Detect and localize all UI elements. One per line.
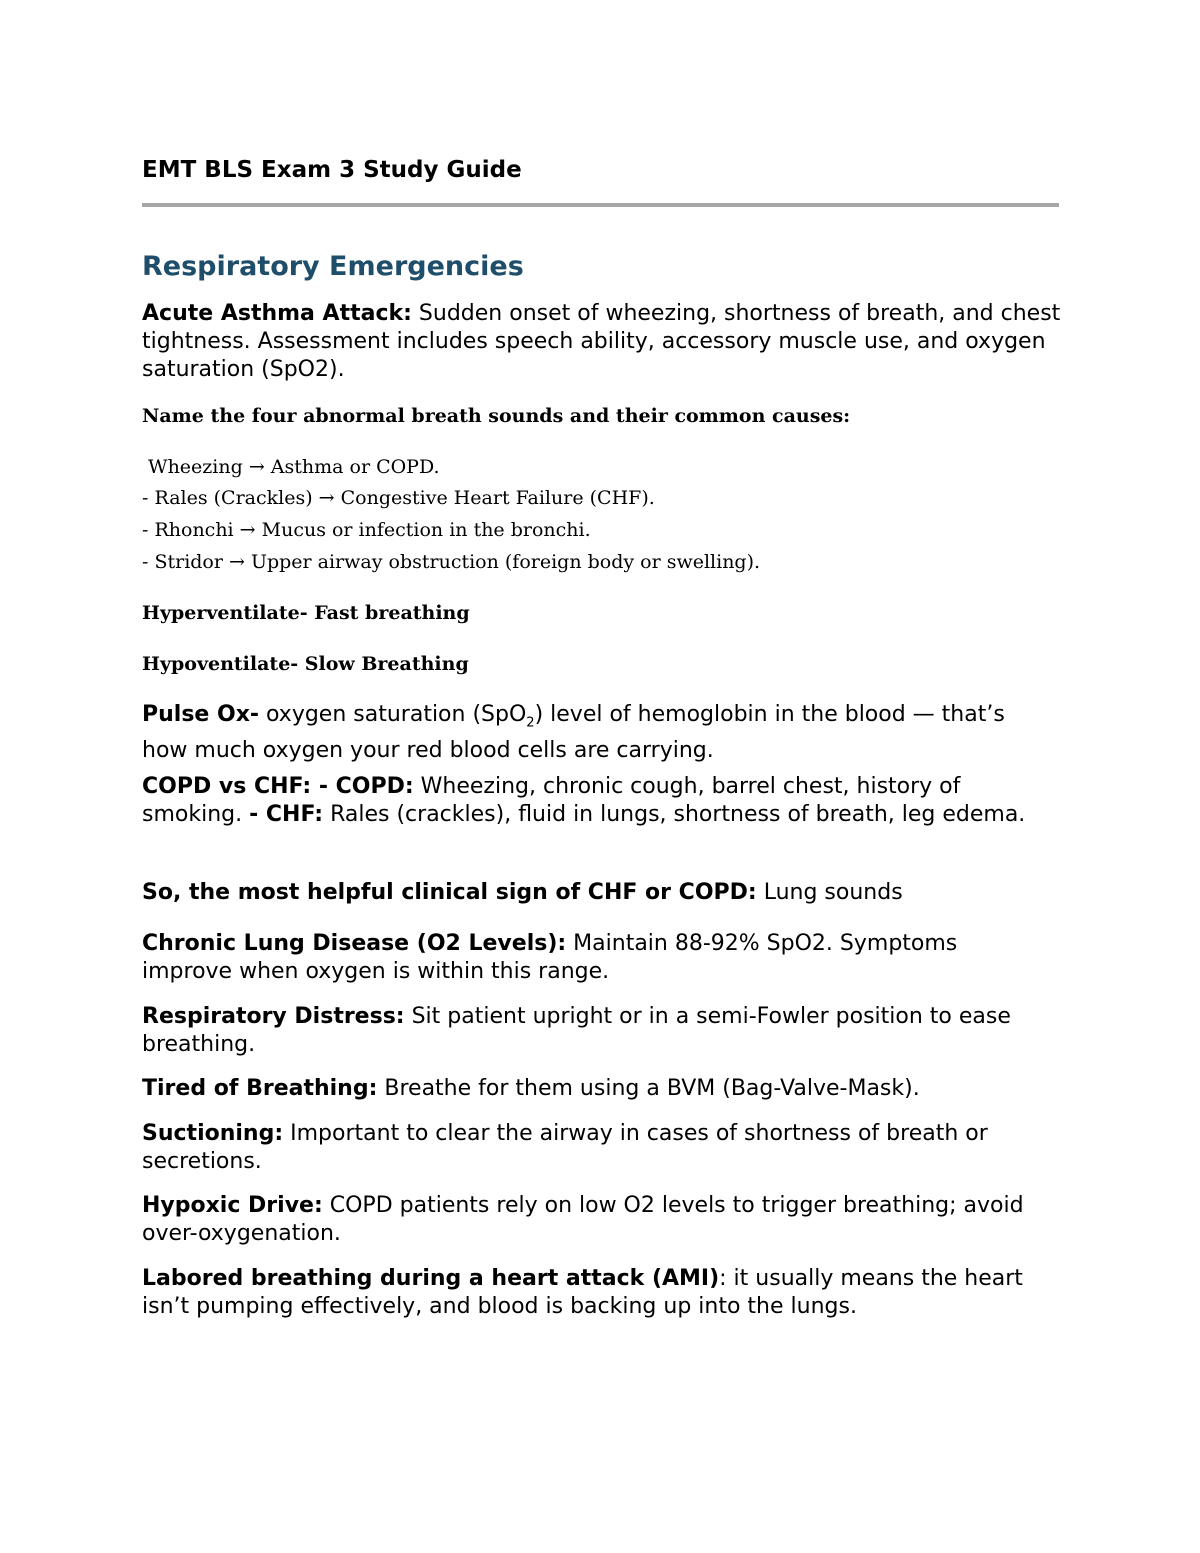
chf-label: - CHF:: [249, 802, 324, 827]
suctioning-label: Suctioning:: [142, 1121, 284, 1146]
breath-sound-rhonchi: - Rhonchi → Mucus or infection in the bronchi.: [142, 519, 591, 541]
tired-label: Tired of Breathing:: [142, 1076, 378, 1101]
suctioning-paragraph: [142, 1120, 1062, 1176]
clinical-sign-label: So, the most helpful clinical sign of CHF or COPD:: [142, 880, 757, 905]
hypoxic-label: Hypoxic Drive:: [142, 1193, 323, 1218]
pulse-ox-text-b: ) level of hemoglobin in the blood — that’s how much oxygen your red blood cells are carrying.: [142, 702, 1005, 764]
asthma-paragraph: [142, 300, 1062, 384]
labored-text: : it usually means the heart isn’t pumping effectively, and blood is backing up into the lungs.: [142, 1266, 1023, 1319]
tired-text: Breathe for them using a BVM (Bag-Valve-Mask).: [377, 1076, 920, 1101]
copd-vs-chf-paragraph: [142, 773, 1032, 829]
breath-sound-stridor: - Stridor → Upper airway obstruction (foreign body or swelling).: [142, 551, 761, 573]
chronic-lung-paragraph: [142, 930, 1042, 986]
clinical-sign-paragraph: [142, 879, 1062, 907]
document-title: EMT BLS Exam 3 Study Guide: [142, 157, 522, 183]
copd-text: Wheezing, chronic cough, barrel chest, history of smoking.: [142, 774, 961, 827]
pulse-ox-paragraph: [142, 701, 1022, 765]
chronic-lung-text: Maintain 88-92% SpO2. Symptoms improve when oxygen is within this range.: [142, 931, 958, 984]
tired-of-breathing-paragraph: [142, 1075, 1062, 1103]
hypoxic-drive-paragraph: [142, 1192, 1062, 1248]
labored-label: Labored breathing during a heart attack (AMI): [142, 1266, 720, 1291]
clinical-sign-text: Lung sounds: [756, 880, 903, 905]
chronic-lung-label: Chronic Lung Disease (O2 Levels):: [142, 931, 567, 956]
breath-sound-rales: - Rales (Crackles) → Congestive Heart Failure (CHF).: [142, 487, 655, 509]
breath-sounds-prompt: Name the four abnormal breath sounds and their common causes:: [142, 405, 851, 427]
pulse-ox-label: Pulse Ox-: [142, 702, 260, 727]
copd-label: COPD vs CHF: - COPD:: [142, 774, 414, 799]
chf-text: Rales (crackles), fluid in lungs, shortness of breath, leg edema.: [323, 802, 1026, 827]
resp-distress-text: Sit patient upright or in a semi-Fowler position to ease breathing.: [142, 1004, 1011, 1057]
labored-breathing-paragraph: [142, 1265, 1062, 1321]
hypoxic-text: COPD patients rely on low O2 levels to trigger breathing; avoid over-oxygenation.: [142, 1193, 1024, 1246]
pulse-ox-text-a: oxygen saturation (SpO: [259, 702, 527, 727]
breath-sound-wheezing: Wheezing → Asthma or COPD.: [142, 456, 440, 478]
asthma-text: Sudden onset of wheezing, shortness of breath, and chest tightness. Assessment includes speech ability, accessory muscle use, and oxygen saturation (SpO2).: [142, 301, 1061, 382]
resp-distress-label: Respiratory Distress:: [142, 1004, 405, 1029]
section-heading: Respiratory Emergencies: [142, 251, 524, 282]
resp-distress-paragraph: [142, 1003, 1032, 1059]
title-divider: [142, 203, 1059, 207]
pulse-ox-subscript: 2: [526, 715, 535, 731]
asthma-label: Acute Asthma Attack:: [142, 301, 412, 326]
hypoventilate-line: Hypoventilate- Slow Breathing: [142, 653, 469, 675]
hyperventilate-line: Hyperventilate- Fast breathing: [142, 602, 470, 624]
suctioning-text: Important to clear the airway in cases of shortness of breath or secretions.: [142, 1121, 988, 1174]
